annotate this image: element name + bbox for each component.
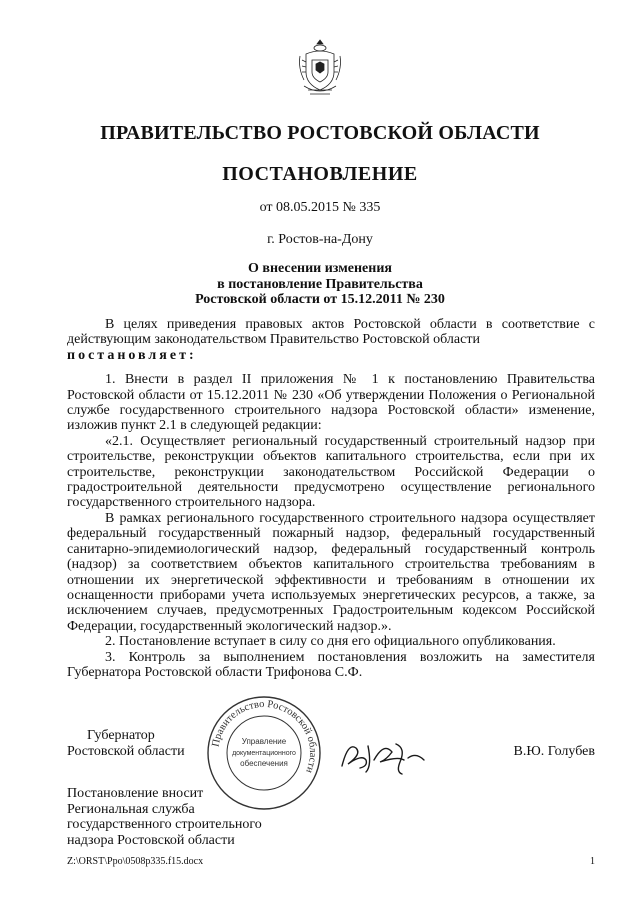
preamble-text: В целях приведения правовых актов Ростовской области в соответствие с действующим законодательством Правительство Ростовской области <box>67 317 595 348</box>
signatory-title-line-1: Губернатор <box>87 728 155 743</box>
document-body <box>67 317 595 680</box>
document-date-number: от 08.05.2015 № 335 <box>259 200 381 215</box>
stamp-line-2: документационного <box>232 750 296 757</box>
signature-block <box>67 728 595 784</box>
paragraph-2: «2.1. Осуществляет региональный государственный строительный надзор при строительстве, реконструкции объектов капитального строительства, если при их строительстве, реконструкции законодательством Российской Федерации о градостроительной деятельности предусмотрено осуществление регионального государственного строительного надзора. <box>67 433 595 511</box>
preamble-paragraph <box>67 317 595 348</box>
subject-line-2: в постановление Правительства <box>217 276 423 292</box>
stamp-line-3: обеспечения <box>240 759 288 768</box>
file-path: Z:\ORST\Ppo\0508p335.f15.docx <box>67 856 204 867</box>
decree-word-paragraph <box>67 348 595 363</box>
paragraph-5: 3. Контроль за выполнением постановления возложить на заместителя Губернатора Ростовской области Трифонова С.Ф. <box>67 649 595 680</box>
document-subject <box>0 261 640 308</box>
signatory-title <box>67 728 185 760</box>
page-number: 1 <box>590 856 595 867</box>
paragraph-4: 2. Постановление вступает в силу со дня его официального опубликования. <box>105 634 556 650</box>
submitter-line-3: государственного строительного <box>67 817 262 833</box>
decree-word: постановляет: <box>67 347 197 363</box>
submitter-line-4: надзора Ростовской области <box>67 832 235 848</box>
document-city: г. Ростов-на-Дону <box>267 232 373 247</box>
stamp-ring-text: Правительство Ростовской области <box>210 698 319 775</box>
signatory-name: В.Ю. Голубев <box>513 744 595 759</box>
paragraph-3: В рамках регионального государственного строительного надзора осуществляет федеральный государственный пожарный надзор, федеральный государственный санитарно-эпидемиологический надзор, федеральный государственный контроль (надзор) за соответствием объектов капитального строительства требованиям в отношении их энергетической эффективности и требованиям в отношении их оснащенности приборами учета используемых энергетических ресурсов, а также, за исключением случаев, предусмотренных Градостроительным кодексом Российской Федерации, государственный экологический надзор.». <box>67 510 595 634</box>
organization-title: ПРАВИТЕЛЬСТВО РОСТОВСКОЙ ОБЛАСТИ <box>100 122 540 144</box>
submitter-line-2: Региональная служба <box>67 801 195 817</box>
submitter-block <box>67 786 262 848</box>
subject-line-3: Ростовской области от 15.12.2011 № 230 <box>195 292 445 307</box>
signatory-title-line-2: Ростовской области <box>67 744 185 759</box>
subject-line-1: О внесении изменения <box>248 261 392 276</box>
paragraph-1: 1. Внести в раздел II приложения № 1 к постановлению Правительства Ростовской области от 15.12.2011 № 230 «Об утверждении Положения о Региональной службе государственного строительного надзора Ростовской области» изменение, изложив пункт 2.1 в следующей редакции: <box>67 372 595 434</box>
submitter-line-1: Постановление вносит <box>67 786 204 801</box>
document-type-title: ПОСТАНОВЛЕНИЕ <box>222 163 418 185</box>
coat-of-arms-emblem <box>296 38 344 98</box>
stamp-line-1: Управление <box>241 737 287 746</box>
handwritten-signature <box>338 736 428 776</box>
